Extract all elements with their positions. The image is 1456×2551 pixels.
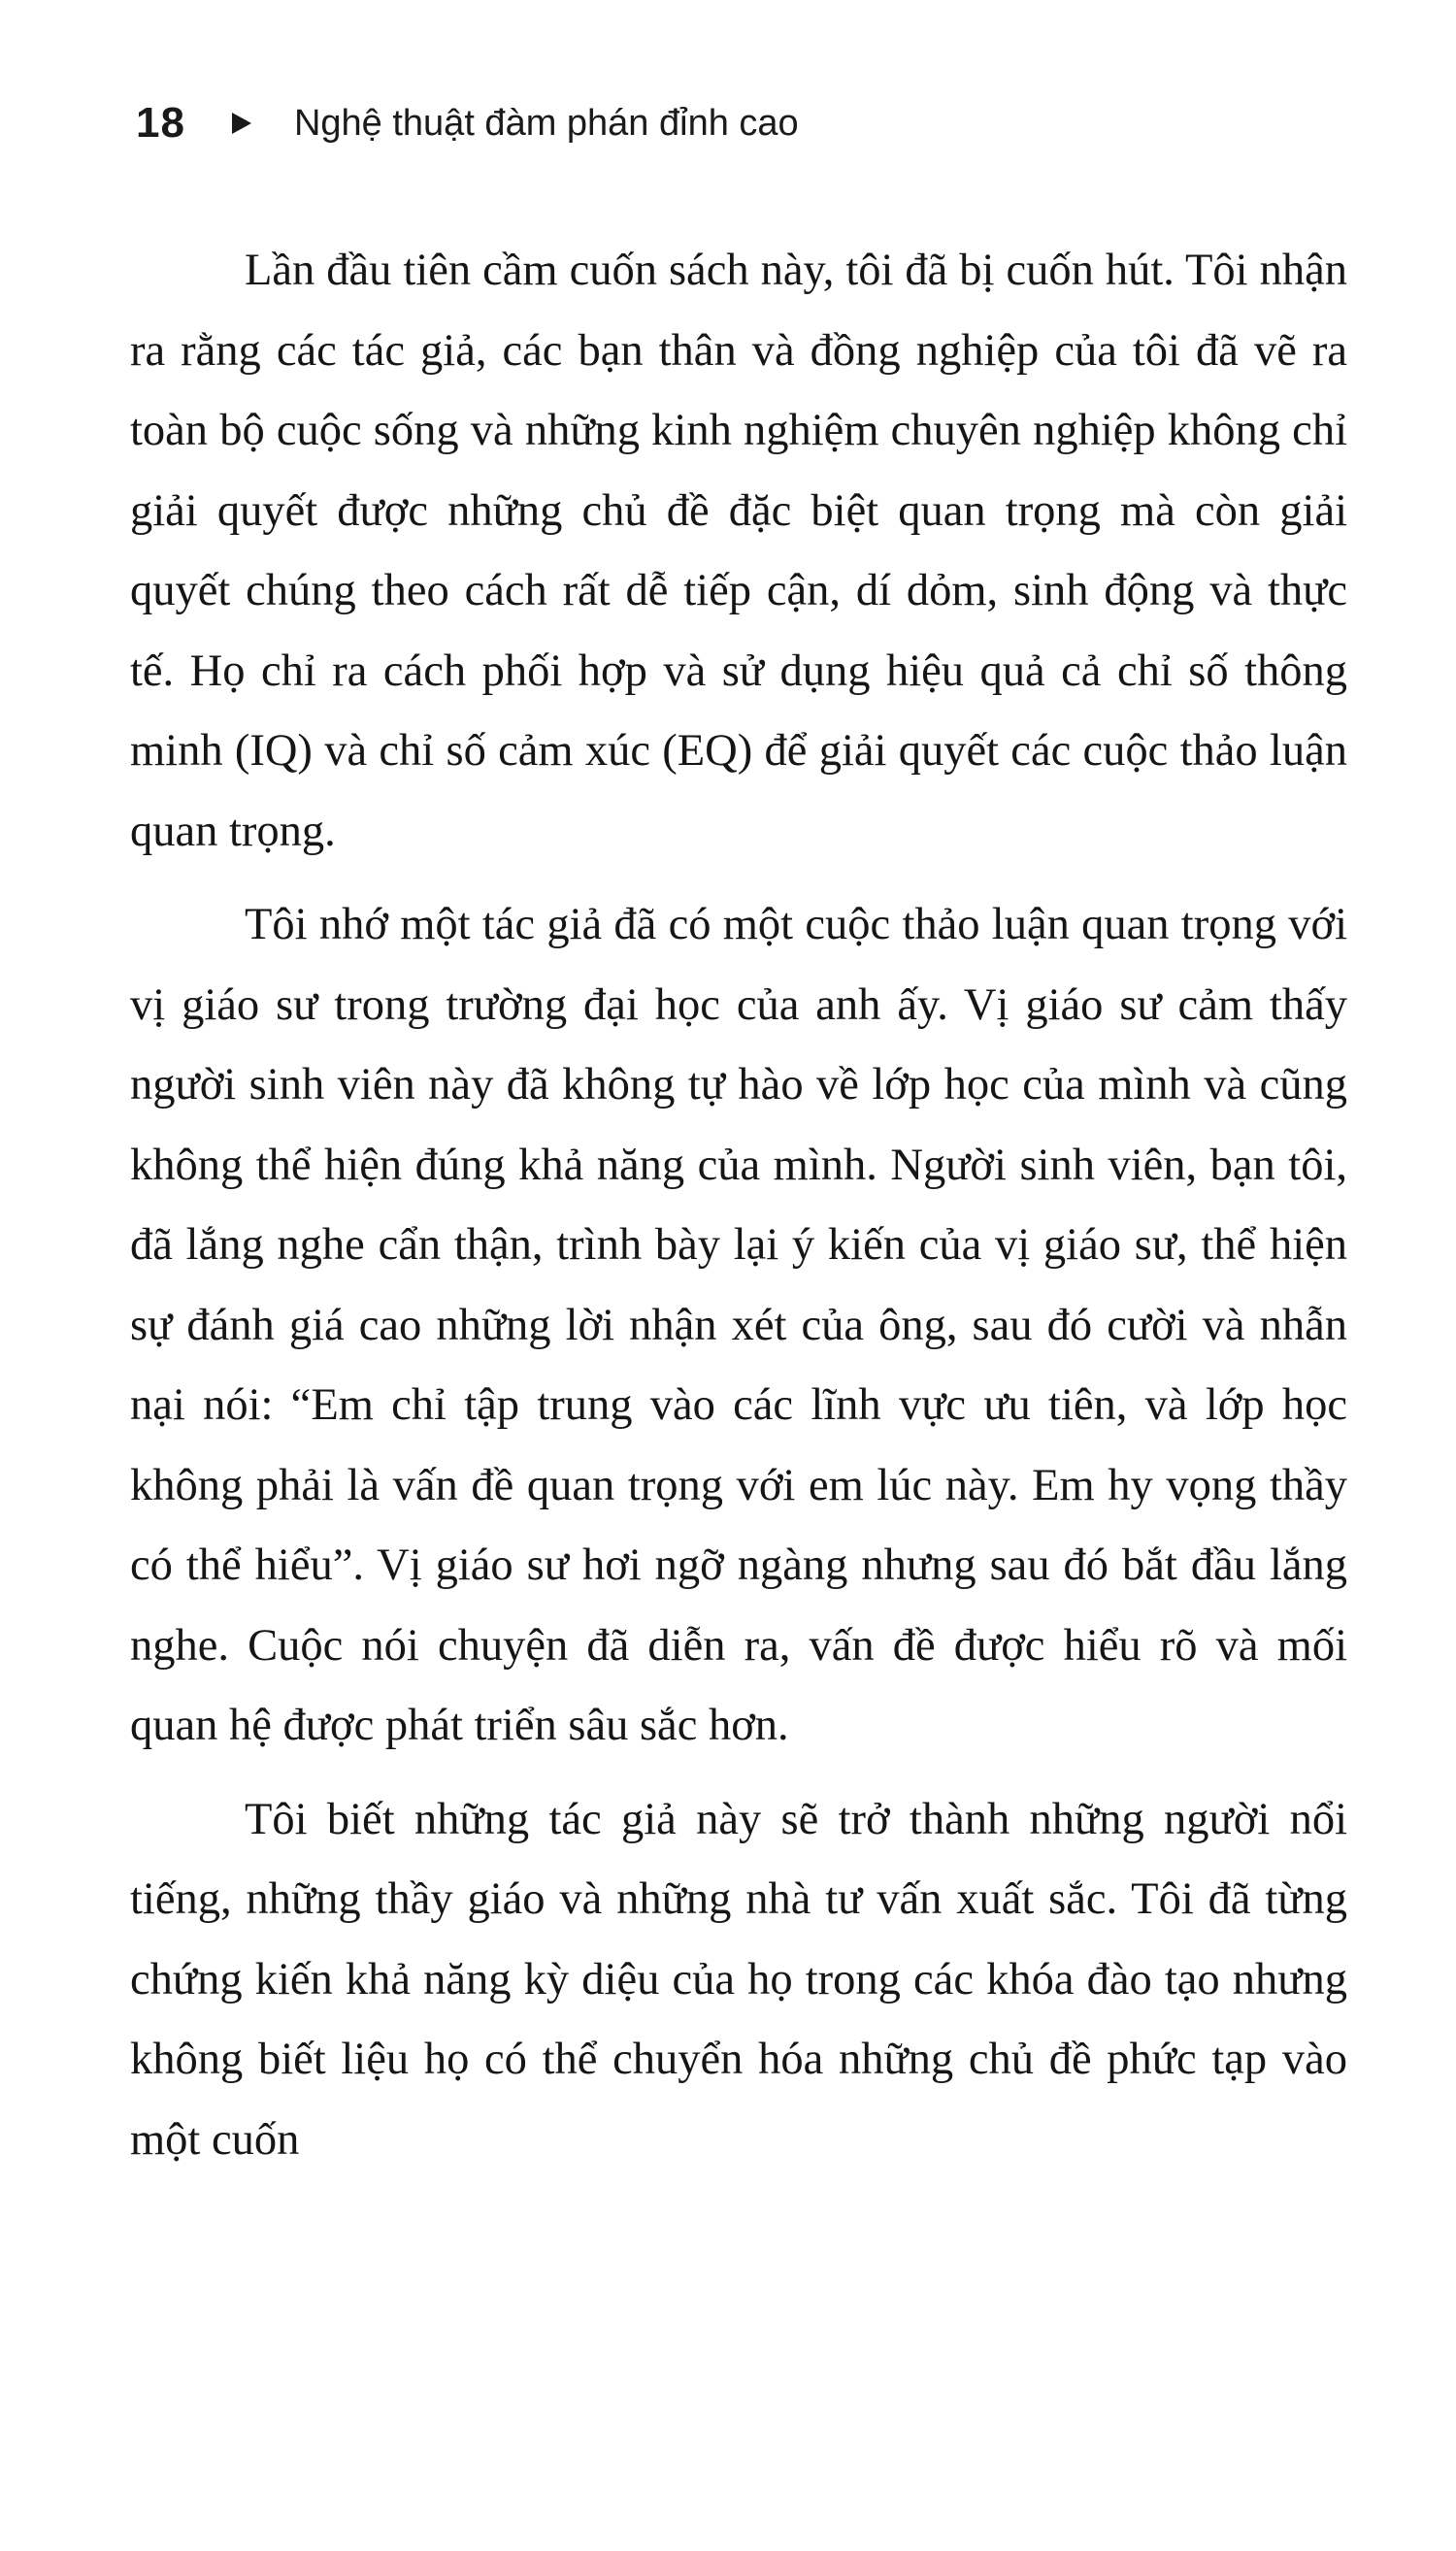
paragraph-2: Tôi nhớ một tác giả đã có một cuộc thảo luận quan trọng với vị giáo sư trong trường đại học của anh ấy. Vị giáo sư cảm thấy người sinh viên này đã không tự hào về lớp học của mình và cũng không thể hiện đúng khả năng của mình. Người sinh viên, bạn tôi, đã lắng nghe cẩn thận, trình bày lại ý kiến của vị giáo sư, thể hiện sự đánh giá cao những lời nhận xét của ông, sau đó cười và nhẫn nại nói: “Em chỉ tập trung vào các lĩnh vực ưu tiên, và lớp học không phải là vấn đề quan trọng với em lúc này. Em hy vọng thầy có thể hiểu”. Vị giáo sư hơi ngỡ ngàng nhưng sau đó bắt đầu lắng nghe. Cuộc nói chuyện đã diễn ra, vấn đề được hiểu rõ và mối quan hệ được phát triển sâu sắc hơn. (130, 900, 1347, 1750)
page-number: 18 (136, 99, 185, 147)
right-triangle-icon (232, 113, 251, 134)
running-header (136, 89, 799, 157)
paragraph-3: Tôi biết những tác giả này sẽ trở thành những người nổi tiếng, những thầy giáo và những nhà tư vấn xuất sắc. Tôi đã từng chứng kiến khả năng kỳ diệu của họ trong các khóa đào tạo nhưng không biết liệu họ có thể chuyển hóa những chủ đề phức tạp vào một cuốn (130, 1794, 1347, 2165)
book-title: Nghệ thuật đàm phán đỉnh cao (293, 102, 799, 144)
body-text (130, 231, 1347, 2180)
paragraph-1: Lần đầu tiên cầm cuốn sách này, tôi đã bị cuốn hút. Tôi nhận ra rằng các tác giả, các bạn thân và đồng nghiệp của tôi đã vẽ ra toàn bộ cuộc sống và những kinh nghiệm chuyên nghiệp không chỉ giải quyết được những chủ đề đặc biệt quan trọng mà còn giải quyết chúng theo cách rất dễ tiếp cận, dí dỏm, sinh động và thực tế. Họ chỉ ra cách phối hợp và sử dụng hiệu quả cả chỉ số thông minh (IQ) và chỉ số cảm xúc (EQ) để giải quyết các cuộc thảo luận quan trọng. (130, 246, 1347, 856)
